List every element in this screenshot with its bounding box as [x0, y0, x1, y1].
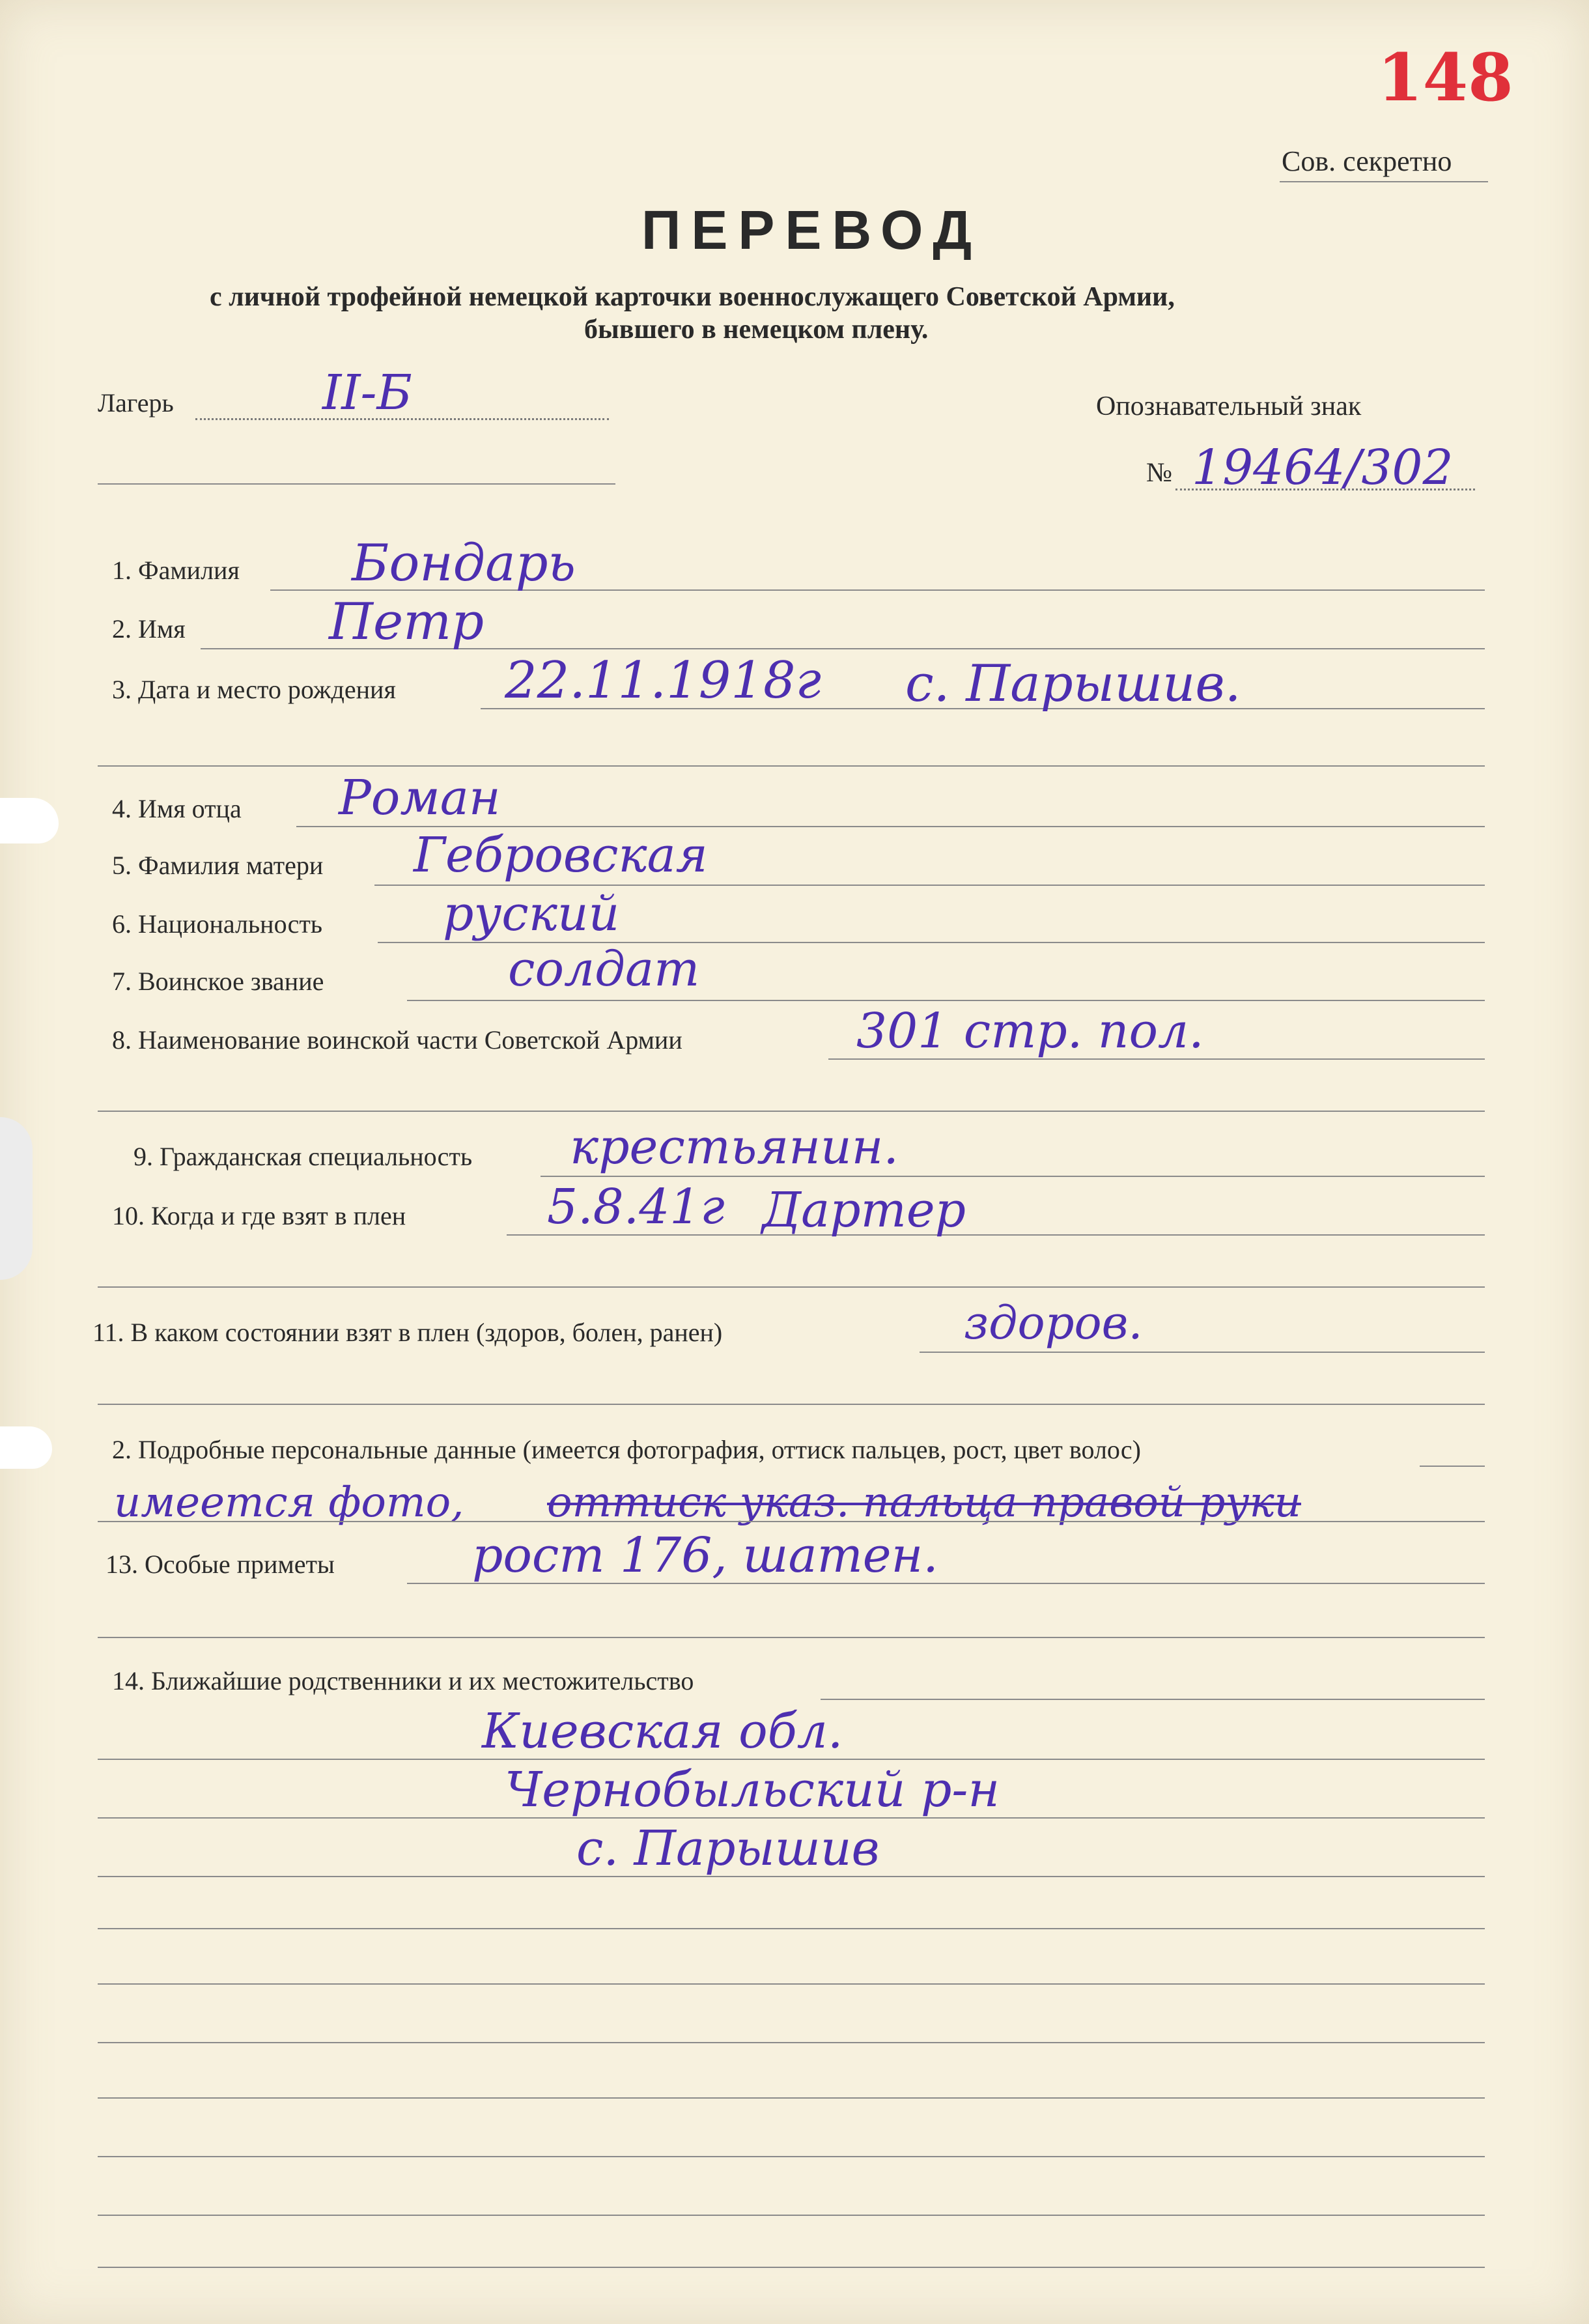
field-10-line-2: [98, 1286, 1485, 1288]
field-7-value: солдат: [508, 941, 700, 997]
field-6-label: 6. Национальность: [112, 909, 323, 939]
rel-line-3: [98, 1876, 1485, 1877]
page-title: ПЕРЕВОД: [641, 199, 983, 261]
punch-hole-middle: [0, 1117, 33, 1280]
field-3-date: 22.11.1918г: [505, 651, 822, 710]
id-mark-no-label: №: [1146, 458, 1173, 488]
rel-line-7: [98, 2097, 1485, 2099]
field-12-label: 2. Подробные персональные данные (имеется фотография, оттиск пальцев, рост, цвет волос): [112, 1435, 1141, 1464]
field-10-date: 5.8.41г: [547, 1179, 725, 1235]
field-1-value: Бондарь: [352, 534, 576, 593]
field-7-label: 7. Воинское звание: [112, 967, 324, 996]
field-14-line-1: Киевская обл.: [482, 1703, 843, 1759]
subtitle-line-2: бывшего в немецком плену.: [584, 315, 929, 345]
field-11-value: здоров.: [964, 1296, 1143, 1350]
rel-line-1: [98, 1759, 1485, 1760]
torn-hole-top: [0, 798, 59, 843]
classification-stamp: Сов. секретно: [1282, 145, 1452, 177]
field-12-value-struck: оттиск указ. пальца правой руки: [547, 1479, 1301, 1527]
field-12-value-kept: имеется фото,: [114, 1479, 464, 1527]
rel-line-10: [98, 2267, 1485, 2268]
rel-line-5: [98, 1983, 1485, 1985]
field-3-line-2: [98, 765, 1485, 767]
field-9-line: [541, 1176, 1485, 1177]
camp-value: II-Б: [322, 365, 412, 421]
camp-label: Лагерь: [98, 388, 174, 418]
field-13-label: 13. Особые приметы: [105, 1550, 335, 1579]
field-3-label: 3. Дата и место рождения: [112, 675, 396, 704]
field-2-label: 2. Имя: [112, 614, 186, 644]
field-9-label: 9. Гражданская специальность: [134, 1142, 473, 1171]
field-5-value: Гебровская: [414, 827, 708, 883]
field-7-line: [407, 1000, 1485, 1001]
id-mark-value: 19464/302: [1192, 440, 1454, 496]
field-10-place: Дартер: [762, 1182, 966, 1238]
field-2-value: Петр: [329, 593, 485, 651]
field-8-line-2: [98, 1111, 1485, 1112]
field-9-value: крестьянин.: [570, 1119, 899, 1175]
rel-line-4: [98, 1928, 1485, 1929]
field-4-label: 4. Имя отца: [112, 794, 242, 823]
field-10-label: 10. Когда и где взят в плен: [112, 1201, 406, 1230]
field-3-place: с. Парышив.: [905, 655, 1241, 713]
field-11-line: [920, 1352, 1485, 1353]
field-4-value: Роман: [339, 770, 501, 826]
corner-number: 148: [1377, 39, 1513, 116]
torn-hole-bottom: [0, 1426, 52, 1469]
field-11-label: 11. В каком состоянии взят в плен (здоров, болен, ранен): [92, 1318, 723, 1347]
field-14-label: 14. Ближайшие родственники и их местожительство: [112, 1666, 694, 1695]
field-13-line-2: [98, 1637, 1485, 1638]
field-8-label: 8. Наименование воинской части Советской Армии: [112, 1025, 682, 1055]
rel-line-9: [98, 2215, 1485, 2216]
field-12-line-2: [98, 1521, 1485, 1522]
field-5-label: 5. Фамилия матери: [112, 851, 324, 880]
field-12-line: [1420, 1466, 1485, 1467]
rel-line-8: [98, 2156, 1485, 2157]
field-13-value: рост 176, шатен.: [472, 1527, 938, 1583]
rel-line-2: [98, 1817, 1485, 1819]
field-6-value: руский: [443, 886, 620, 942]
camp-line-2: [98, 483, 615, 485]
classification-underline: [1280, 181, 1488, 182]
id-mark-label: Опознавательный знак: [1096, 391, 1362, 421]
field-14-line: [821, 1699, 1485, 1700]
field-1-label: 1. Фамилия: [112, 556, 240, 585]
field-11-line-2: [98, 1404, 1485, 1405]
field-14-line-2: Чернобыльский р-н: [505, 1762, 1000, 1818]
field-14-line-3: с. Парышив: [576, 1821, 880, 1877]
subtitle-line-1: с личной трофейной немецкой карточки военнослужащего Советской Армии,: [210, 282, 1175, 312]
field-8-value: 301 стр. пол.: [856, 1003, 1204, 1059]
rel-line-6: [98, 2042, 1485, 2043]
